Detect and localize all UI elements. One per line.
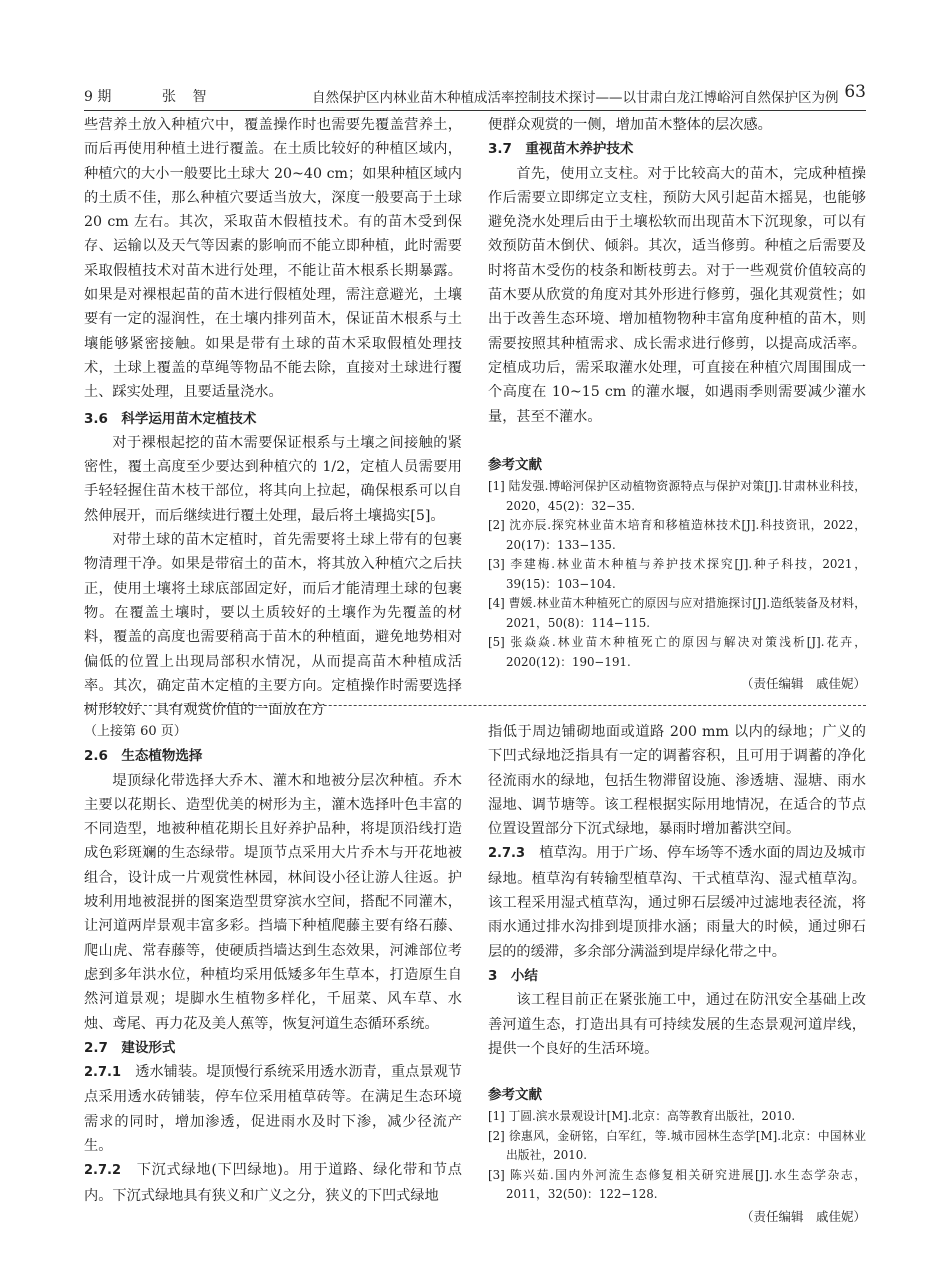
bottom-right-column (488, 720, 866, 1229)
issue-number: 9 期 (84, 89, 112, 105)
paragraph-2-7-3 (488, 841, 866, 963)
paragraph: 该工程目前正在紧张施工中，通过在防汛安全基础上改善河道生态，打造出具有可持续发展的生态景观河道岸线，提供一个良好的生活环境。 (488, 992, 866, 1057)
subsection-number: 2.7.3 (488, 846, 526, 862)
reference-item: [2] 徐惠风，金研铭，白军红，等.城市园林生态学[M].北京：中国林业出版社，2010. (488, 1128, 866, 1163)
editor-note: （责任编辑 戚佳妮） (740, 676, 866, 692)
top-right-column (488, 113, 866, 696)
reference-item: [3] 陈兴茹.国内外河流生态修复相关研究进展[J].水生态学杂志，2011，32(50)：122−128. (488, 1167, 866, 1202)
header-title: 自然保护区内林业苗木种植成活率控制技术探讨——以甘肃白龙江博峪河自然保护区为例 (312, 90, 839, 106)
reference-item: [1] 丁圆.滨水景观设计[M].北京：高等教育出版社，2010. (488, 1109, 796, 1124)
section-divider (84, 705, 866, 706)
subsection-number: 2.7.2 (84, 1163, 122, 1179)
editor-note: （责任编辑 戚佳妮） (740, 1208, 866, 1224)
section-heading-3: 3 小结 (488, 967, 538, 984)
paragraph: 堤顶绿化带选择大乔木、灌木和地被分层次种植。乔木主要以花期长、造型优美的树形为主，灌木选择叶色丰富的不同造型，地被种植花期长且好养护品种，将堤顶沿线打造成色彩斑斓的生态绿带。堤顶节点采用大片乔木与开花地被组合，设计成一片观赏性林园，林间设小径让游人往返。护坡利用地被混拼的图案造型贯穿滨水空间，搭配不同灌木，让河道两岸景观丰富多彩。挡墙下种植爬藤主要有络石藤、爬山虎、常春藤等，使硬质挡墙达到生态效果，河滩部位考虑到多年洪水位，种植均采用低矮多年生草本，打造原生自然河道景观；堤脚水生植物多样化，千屈菜、风车草、水烛、鸢尾、再力花及美人蕉等，恢复河道生态循环系统。 (84, 772, 462, 1032)
subsection-text: 透水铺装。堤顶慢行系统采用透水沥青，重点景观节点采用透水砖铺装，停车位采用植草砖等。在满足生态环境需求的同时，增加渗透，促进雨水及时下渗，减少径流产生。 (84, 1064, 462, 1155)
section-heading-3-7: 3.7 重视苗木养护技术 (488, 141, 634, 158)
reference-item: [3] 李建梅.林业苗木种植与养护技术探究[J].种子科技，2021，39(15)：103−104. (488, 557, 866, 591)
paragraph: 首先，使用立支柱。对于比较高大的苗木，完成种植操作后需要立即绑定立支柱，预防大风引起苗木摇晃，也能够避免浇水处理后由于土壤松软而出现苗木下沉现象，可以有效预防苗木倒伏、倾斜。其次，适当修剪。种植之后需要及时将苗木受伤的枝条和断枝剪去。对于一些观赏价值较高的苗木要从欣赏的角度对其外形进行修剪，强化其观赏性；如出于改善生态环境、增加植物物种丰富角度种植的苗木，则需要按照其种植需求、成长需求进行修剪，以提高成活率。定植成功后，需采取灌水处理，可直接在种植穴周围围成一个高度在 10~15 cm 的灌水堰，如遇雨季则需要减少灌水量，甚至不灌水。 (488, 165, 866, 425)
reference-item: [4] 曹媛.林业苗木种植死亡的原因与应对措施探讨[J].造纸装备及材料，2021，50(8)：114−115. (488, 596, 866, 630)
subsection-number: 2.7.1 (84, 1065, 122, 1081)
subsection-text: 下沉式绿地(下凹绿地)。用于道路、绿化带和节点内。下沉式绿地具有狭义和广义之分，狭义的下凹式绿地 (84, 1162, 462, 1204)
reference-item: [2] 沈亦辰.探究林业苗木培育和移植造林技术[J].科技资讯，2022，20(17)：133−135. (488, 518, 866, 552)
paragraph: 对于裸根起挖的苗木需要保证根系与土壤之间接触的紧密性，覆土高度至少要达到种植穴的 1/2，定植人员需要用手轻轻握住苗木枝干部位，将其向上拉起，确保根系可以自然伸展开，而后继续进行覆土处理，最后将土壤捣实[5]。 (84, 434, 462, 524)
section-heading-3-6: 3.6 科学运用苗木定植技术 (84, 410, 257, 427)
continued-note: （上接第 60 页） (84, 724, 187, 739)
paragraph: 对带土球的苗木定植时，首先需要将土球上带有的包裹物清理干净。如果是带宿土的苗木，将其放入种植穴之后扶正，使用土壤将土球底部固定好，而后才能清理土球的包裹物。在覆盖土壤时，要以土质较好的土壤作为先覆盖的材料，覆盖的高度也需要稍高于苗木的种植面，避免地势相对偏低的位置上出现局部积水情况，从而提高苗木种植成活率。其次，确定苗木定植的主要方向。定植操作时需要选择树形较好、具有观赏价值的一面放在方 (84, 532, 462, 719)
top-left-column (84, 113, 462, 722)
section-heading-2-6: 2.6 生态植物选择 (84, 748, 203, 765)
reference-item: [1] 陆发强.博峪河保护区动植物资源特点与保护对策[J].甘肃林业科技，2020，45(2)：32−35. (488, 479, 866, 513)
running-header (84, 80, 866, 111)
paragraph: 便群众观赏的一侧，增加苗木整体的层次感。 (488, 117, 772, 133)
paragraph: 些营养土放入种植穴中，覆盖操作时也需要先覆盖营养土，而后再使用种植土进行覆盖。在土质比较好的种植区域内，种植穴的大小一般要比土球大 20~40 cm；如果种植区域内的土质不佳，那么种植穴要适当放大，深度一般要高于土球 20 cm 左右。其次，采取苗木假植技术。有的苗木受到保存、运输以及天气等因素的影响而不能立即种植，此时需要采取假植技术对苗木进行处理，不能让苗木根系长期暴露。如果是对裸根起苗的苗木进行假植处理，需注意避光，土壤要有一定的湿润性，在土壤内排列苗木，保证苗木根系与土壤能够紧密接触。如果是带有土球的苗木采取假植处理技术，土球上覆盖的草绳等物品不能去除，直接对土球进行覆土、踩实处理，且要适量浇水。 (84, 117, 462, 401)
page-number: 63 (844, 82, 866, 102)
header-author: 张 智 (162, 89, 213, 105)
paragraph-2-7-2 (84, 1158, 462, 1208)
subsection-text: 植草沟。用于广场、停车场等不透水面的周边及城市绿地。植草沟有转输型植草沟、干式植草沟、湿式植草沟。该工程采用湿式植草沟，通过卵石层缓冲过滤地表径流，将雨水通过排水沟排到堤顶排水涵；雨量大的时候，通过卵石层的的缓滞，多余部分满溢到堤岸绿化带之中。 (488, 845, 866, 960)
reference-item: [5] 张焱焱.林业苗木种植死亡的原因与解决对策浅析[J].花卉，2020(12)：190−191. (488, 635, 866, 669)
section-heading-2-7: 2.7 建设形式 (84, 1039, 176, 1056)
references-heading: 参考文献 (488, 1087, 542, 1104)
bottom-left-column (84, 720, 462, 1208)
paragraph-2-7-1 (84, 1060, 462, 1158)
paragraph: 指低于周边铺砌地面或道路 200 mm 以内的绿地；广义的下凹式绿地泛指具有一定的调蓄容积，且可用于调蓄的净化径流雨水的绿地，包括生物滞留设施、渗透塘、湿塘、雨水湿地、调节塘等。该工程根据实际用地情况，在适合的节点位置设置部分下沉式绿地，暴雨时增加蓄洪空间。 (488, 724, 866, 838)
references-heading: 参考文献 (488, 456, 542, 473)
